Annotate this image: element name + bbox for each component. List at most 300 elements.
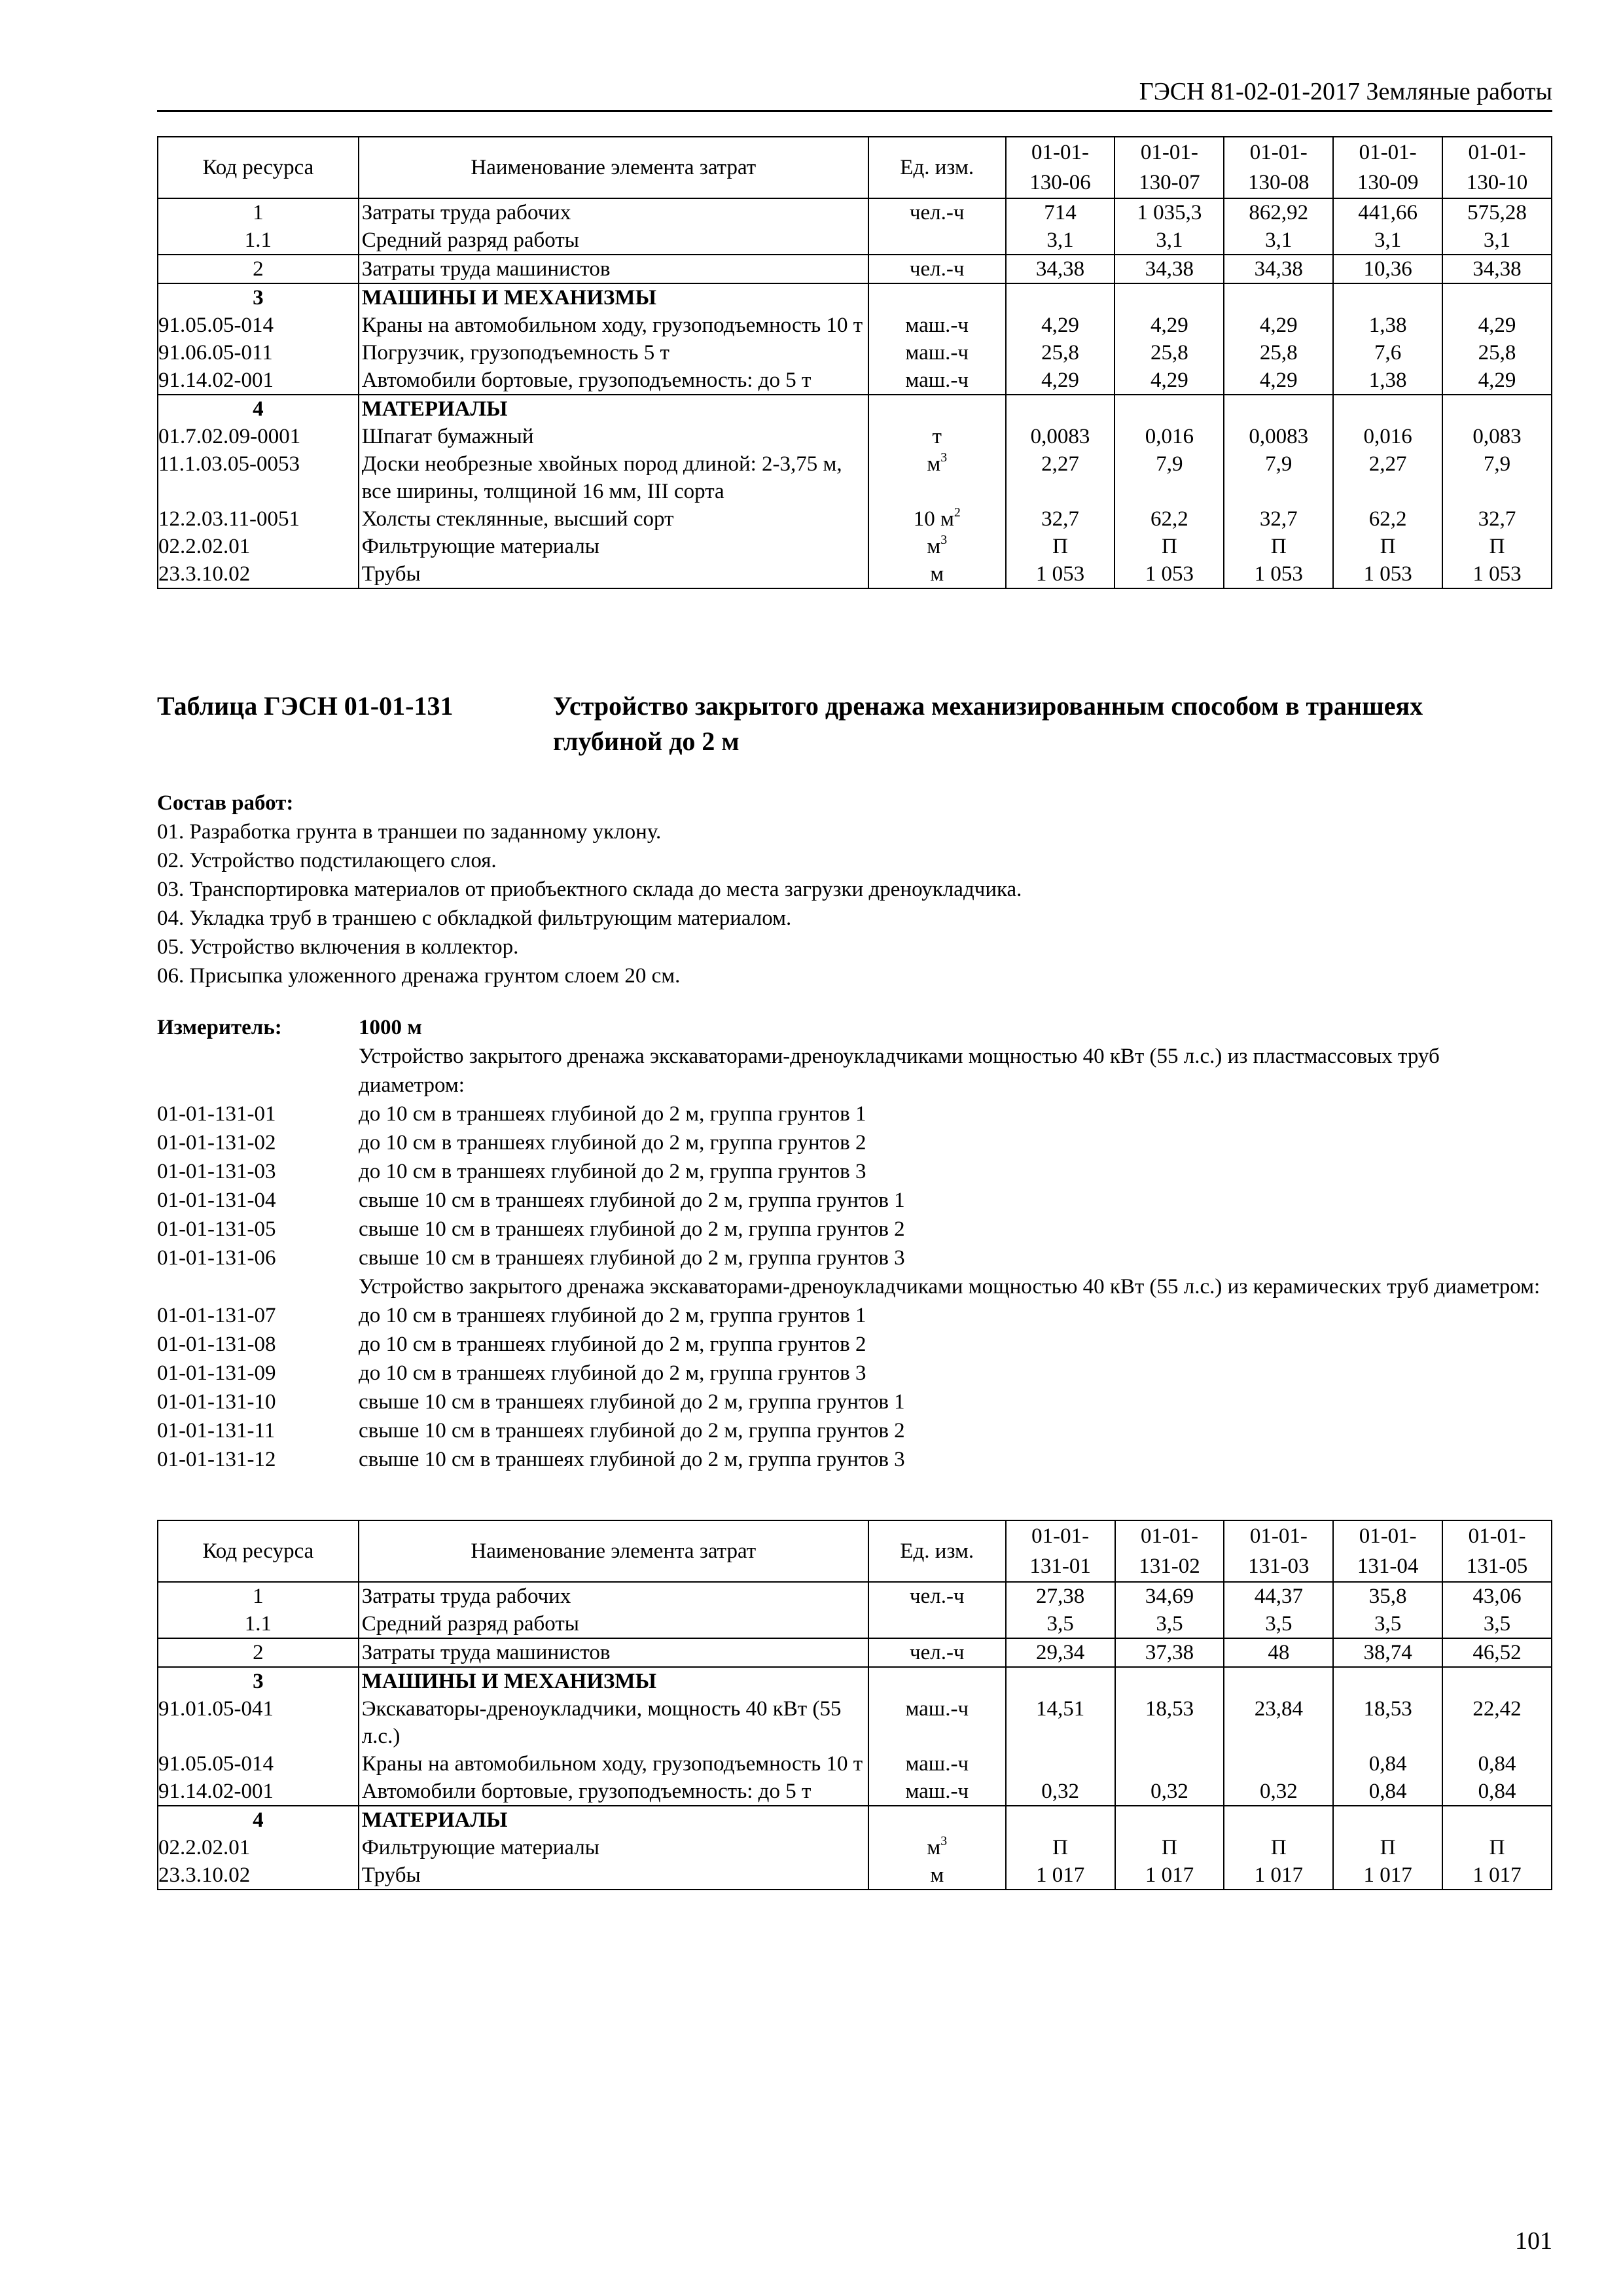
resource-unit [868,450,1006,505]
resource-name: Краны на автомобильном ходу, грузоподъемность 10 т [359,312,868,339]
measure-block [157,1013,1552,1474]
resource-code: 12.2.03.11-0051 [158,505,359,533]
norm-value: 441,66 [1333,198,1442,226]
col-header-text: 130-09 [1357,171,1419,194]
resource-name: Затраты труда машинистов [359,1638,868,1667]
unit-text: м [927,452,941,476]
header-title: ГЭСН 81-02-01-2017 Земляные работы [1139,78,1552,105]
norm-value: 7,9 [1442,450,1552,505]
resource-name: МАШИНЫ И МЕХАНИЗМЫ [359,1667,868,1695]
col-header-norm [1224,1520,1333,1582]
norm-value: 18,53 [1333,1695,1442,1750]
norm-value: 32,7 [1006,505,1115,533]
resource-code: 01.7.02.09-0001 [158,423,359,450]
resource-code: 4 [158,395,359,423]
norm-value [1442,283,1552,312]
norm-value: 23,84 [1224,1695,1333,1750]
unit-text: маш.-ч [905,1697,969,1721]
measure-item-text: свыше 10 см в траншеях глубиной до 2 м, группа грунтов 3 [359,1246,905,1270]
norm-value: 34,38 [1442,255,1552,283]
measure-item-code: 01-01-131-12 [157,1448,276,1471]
col-header-code: Код ресурса [158,137,359,198]
measure-item-text: свыше 10 см в траншеях глубиной до 2 м, группа грунтов 1 [359,1189,905,1212]
norm-value: 1 035,3 [1115,198,1224,226]
col-header-name: Наименование элемента затрат [359,137,868,198]
norm-value: 7,6 [1333,339,1442,367]
unit-text: м [927,1836,941,1859]
norm-value: 34,69 [1115,1582,1224,1610]
table-title-text: Устройство закрытого дренажа механизированным способом в траншеях глубиной до 2 м [553,691,1423,756]
norm-value [1224,1806,1333,1834]
norm-value: 32,7 [1442,505,1552,533]
page-header [157,73,1552,112]
norm-value: 14,51 [1006,1695,1115,1750]
measure-item-text: до 10 см в траншеях глубиной до 2 м, группа грунтов 3 [359,1361,866,1385]
resource-code: 1 [158,1582,359,1610]
resource-code: 23.3.10.02 [158,1861,359,1890]
norm-value: 3,1 [1006,226,1115,255]
resource-name: Погрузчик, грузоподъемность 5 т [359,339,868,367]
resource-code: 1.1 [158,1610,359,1638]
table-row [158,255,1552,283]
norm-value: 25,8 [1224,339,1333,367]
resource-code: 3 [158,1667,359,1695]
unit-text: чел.-ч [909,257,965,281]
col-header-code: Код ресурса [158,1520,359,1582]
col-header-text: 130-10 [1466,171,1528,194]
resource-unit [868,1610,1006,1638]
unit-text: маш.-ч [905,1752,969,1776]
composition-item: 02. Устройство подстилающего слоя. [157,849,497,872]
norm-value [1115,1806,1224,1834]
table-row [158,1806,1552,1834]
norm-value [1224,1667,1333,1695]
resource-unit [868,226,1006,255]
measure-item [157,1301,1552,1330]
resource-unit [868,1861,1006,1890]
resource-name: Холсты стеклянные, высший сорт [359,505,868,533]
resource-unit [868,1695,1006,1750]
resource-unit [868,1750,1006,1778]
col-header-norm [1442,1520,1552,1582]
resource-name: Автомобили бортовые, грузоподъемность: до 5 т [359,367,868,395]
measure-item-text: до 10 см в траншеях глубиной до 2 м, группа грунтов 1 [359,1304,866,1327]
measure-item-code: 01-01-131-10 [157,1390,276,1414]
col-header-text: 131-01 [1029,1554,1091,1578]
norm-value: 3,5 [1224,1610,1333,1638]
table-row [158,1638,1552,1667]
norm-value: 3,1 [1224,226,1333,255]
norm-value: П [1006,533,1115,560]
resource-unit [868,312,1006,339]
norm-value: 1,38 [1333,367,1442,395]
resource-name: Затраты труда рабочих [359,1582,868,1610]
norm-value: 7,9 [1115,450,1224,505]
resource-name: Фильтрующие материалы [359,1834,868,1861]
page-number: 101 [1515,2227,1552,2255]
col-header-text: 01-01- [1140,141,1198,164]
unit-text: м [927,535,941,558]
norm-value: 34,38 [1006,255,1115,283]
unit-text: чел.-ч [909,1585,965,1608]
resource-unit [868,395,1006,423]
norm-value: 37,38 [1115,1638,1224,1667]
measure-item [157,1416,1552,1445]
composition-item: 05. Устройство включения в коллектор. [157,935,519,959]
measure-item-code: 01-01-131-05 [157,1217,276,1241]
resource-unit [868,367,1006,395]
table-row [158,1695,1552,1750]
norm-value: 7,9 [1224,450,1333,505]
resource-code: 91.05.05-014 [158,312,359,339]
resource-code: 02.2.02.01 [158,533,359,560]
norm-value: 3,1 [1115,226,1224,255]
col-header-unit: Ед. изм. [868,1520,1006,1582]
norm-value: 18,53 [1115,1695,1224,1750]
composition-item: 06. Присыпка уложенного дренажа грунтом слоем 20 см. [157,964,681,988]
norm-value: 62,2 [1333,505,1442,533]
unit-text: маш.-ч [905,1780,969,1803]
norm-value: 3,5 [1442,1610,1552,1638]
col-header-norm [1006,1520,1115,1582]
col-header-text: 131-05 [1466,1554,1528,1578]
table-row [158,1750,1552,1778]
norm-value [1115,395,1224,423]
resource-code: 91.14.02-001 [158,367,359,395]
col-header-text: 130-07 [1139,171,1200,194]
norm-value [1115,1667,1224,1695]
measure-item-text: до 10 см в траншеях глубиной до 2 м, группа грунтов 2 [359,1333,866,1356]
norm-value: 34,38 [1224,255,1333,283]
resource-name: МАТЕРИАЛЫ [359,395,868,423]
norm-value: П [1115,1834,1224,1861]
resource-name: Средний разряд работы [359,1610,868,1638]
norm-value: 2,27 [1333,450,1442,505]
composition-item: 01. Разработка грунта в траншеи по заданному уклону. [157,820,662,844]
norm-value: 62,2 [1115,505,1224,533]
measure-item [157,1359,1552,1388]
resource-code: 91.14.02-001 [158,1778,359,1806]
norm-value: 0,84 [1333,1778,1442,1806]
resource-name: Трубы [359,1861,868,1890]
norm-value: 35,8 [1333,1582,1442,1610]
table-row [158,339,1552,367]
resource-unit [868,255,1006,283]
norm-value [1006,283,1115,312]
measure-item [157,1445,1552,1474]
resource-code: 91.05.05-014 [158,1750,359,1778]
unit-superscript: 3 [940,450,948,465]
col-header-text: 01-01- [1249,141,1308,164]
table-row [158,1778,1552,1806]
resource-name: Доски необрезные хвойных пород длиной: 2-3,75 м, все ширины, толщиной 16 мм, III сорта [359,450,868,505]
norm-value: 0,84 [1333,1750,1442,1778]
table-row [158,395,1552,423]
norm-value [1333,1667,1442,1695]
col-header-text: 131-03 [1248,1554,1310,1578]
col-header-text: 131-04 [1357,1554,1419,1578]
unit-superscript: 3 [940,533,948,548]
measure-group-description: Устройство закрытого дренажа экскаваторами-дреноукладчиками мощностью 40 кВт (55 л.с.) из пластмассовых труб диаметром: [359,1045,1440,1097]
measure-item-text: свыше 10 см в траншеях глубиной до 2 м, группа грунтов 3 [359,1448,905,1471]
resource-name: Краны на автомобильном ходу, грузоподъемность 10 т [359,1750,868,1778]
unit-text: чел.-ч [909,1641,965,1664]
norm-value [1333,395,1442,423]
resource-code: 1 [158,198,359,226]
norm-value [1224,395,1333,423]
resource-unit [868,505,1006,533]
resource-unit [868,1638,1006,1667]
norm-value: 1 017 [1333,1861,1442,1890]
unit-text: маш.-ч [905,314,969,337]
norm-value: П [1442,1834,1552,1861]
measure-item-code: 01-01-131-01 [157,1102,276,1126]
norm-value: 0,32 [1006,1778,1115,1806]
norm-value: 3,5 [1333,1610,1442,1638]
norm-value: 0,84 [1442,1750,1552,1778]
norm-value: 1 053 [1442,560,1552,588]
unit-superscript: 2 [954,505,961,520]
norm-value: 1 053 [1224,560,1333,588]
table-row [158,198,1552,226]
resource-unit [868,1806,1006,1834]
resource-unit [868,198,1006,226]
norm-value: 44,37 [1224,1582,1333,1610]
norm-value: 4,29 [1224,312,1333,339]
composition-item: 04. Укладка труб в траншею с обкладкой фильтрующим материалом. [157,906,792,930]
norm-value [1442,1667,1552,1695]
resource-code: 3 [158,283,359,312]
norm-value: 2,27 [1006,450,1115,505]
col-header-text: 01-01- [1359,1524,1417,1548]
measure-item-text: свыше 10 см в траншеях глубиной до 2 м, группа грунтов 2 [359,1217,905,1241]
resource-name: Фильтрующие материалы [359,533,868,560]
norm-value [1333,1806,1442,1834]
norm-value [1442,395,1552,423]
resource-code: 4 [158,1806,359,1834]
resource-name: Автомобили бортовые, грузоподъемность: до 5 т [359,1778,868,1806]
col-header-text: 01-01- [1468,1524,1526,1548]
norm-value: 29,34 [1006,1638,1115,1667]
measure-group-description: Устройство закрытого дренажа экскаваторами-дреноукладчиками мощностью 40 кВт (55 л.с.) из керамических труб диаметром: [359,1275,1541,1299]
resource-name: Затраты труда рабочих [359,198,868,226]
measure-item-code: 01-01-131-07 [157,1304,276,1327]
norm-value: 43,06 [1442,1582,1552,1610]
norm-value: 0,083 [1442,423,1552,450]
col-header-name: Наименование элемента затрат [359,1520,868,1582]
resource-code: 11.1.03.05-0053 [158,450,359,505]
norm-value: 0,0083 [1006,423,1115,450]
norm-value: 3,5 [1006,1610,1115,1638]
measure-item-text: свыше 10 см в траншеях глубиной до 2 м, группа грунтов 1 [359,1390,905,1414]
measure-item [157,1215,1552,1244]
norm-value [1115,1750,1224,1778]
unit-text: м [930,1863,944,1887]
table-row [158,367,1552,395]
unit-text: маш.-ч [905,368,969,392]
unit-text: м [930,562,944,586]
measure-item-text: до 10 см в траншеях глубиной до 2 м, группа грунтов 1 [359,1102,866,1126]
measure-item-code: 01-01-131-03 [157,1160,276,1183]
measure-value: 1000 м [359,1016,422,1039]
norm-value: 4,29 [1006,367,1115,395]
norm-value: 32,7 [1224,505,1333,533]
norm-value: 46,52 [1442,1638,1552,1667]
col-header-norm [1442,137,1552,198]
resource-code: 02.2.02.01 [158,1834,359,1861]
norm-value [1224,283,1333,312]
norm-value: 4,29 [1115,312,1224,339]
norm-value: 862,92 [1224,198,1333,226]
norm-value: 4,29 [1442,312,1552,339]
norm-value: 3,1 [1333,226,1442,255]
norm-value: П [1333,533,1442,560]
resource-unit [868,560,1006,588]
measure-item-code: 01-01-131-06 [157,1246,276,1270]
measure-item-code: 01-01-131-08 [157,1333,276,1356]
measure-item-text: до 10 см в траншеях глубиной до 2 м, группа грунтов 3 [359,1160,866,1183]
norm-value: 714 [1006,198,1115,226]
measure-item-text: свыше 10 см в траншеях глубиной до 2 м, группа грунтов 2 [359,1419,905,1443]
norm-value [1442,1806,1552,1834]
table-row [158,1861,1552,1890]
col-header-text: 01-01- [1031,141,1090,164]
col-header-norm [1333,1520,1442,1582]
table-row [158,423,1552,450]
norm-value: 1,38 [1333,312,1442,339]
resource-code: 23.3.10.02 [158,560,359,588]
col-header-unit: Ед. изм. [868,137,1006,198]
norm-value: 25,8 [1115,339,1224,367]
norm-value: 0,32 [1224,1778,1333,1806]
norm-value: 4,29 [1006,312,1115,339]
measure-item [157,1244,1552,1272]
table-row [158,1667,1552,1695]
norm-value [1115,283,1224,312]
norm-value [1006,395,1115,423]
norm-value: 575,28 [1442,198,1552,226]
resource-table-130 [157,136,1552,589]
resource-unit [868,1582,1006,1610]
norm-value: 38,74 [1333,1638,1442,1667]
measure-item [157,1388,1552,1416]
composition-heading: Состав работ: [157,791,294,815]
norm-value: 1 017 [1442,1861,1552,1890]
unit-text: чел.-ч [909,201,965,224]
norm-value: 1 053 [1006,560,1115,588]
measure-label: Измеритель: [157,1016,282,1039]
table-row [158,533,1552,560]
table-title-label: Таблица ГЭСН 01-01-131 [157,691,454,721]
col-header-text: 01-01- [1140,1524,1198,1548]
table-row [158,283,1552,312]
col-header-text: 01-01- [1249,1524,1308,1548]
table-row [158,505,1552,533]
col-header-norm [1224,137,1333,198]
table-row [158,1834,1552,1861]
measure-item [157,1100,1552,1128]
measure-item-code: 01-01-131-04 [157,1189,276,1212]
col-header-text: 130-06 [1029,171,1091,194]
measure-item [157,1330,1552,1359]
measure-row [157,1013,1552,1042]
resource-code: 91.01.05-041 [158,1695,359,1750]
composition-item: 03. Транспортировка материалов от приобъектного склада до места загрузки дреноукладчика. [157,878,1022,901]
col-header-text: 01-01- [1468,141,1526,164]
norm-value: 1 017 [1224,1861,1333,1890]
resource-name: Затраты труда машинистов [359,255,868,283]
norm-value: П [1115,533,1224,560]
resource-unit [868,1778,1006,1806]
measure-item-code: 01-01-131-09 [157,1361,276,1385]
unit-text: 10 м [913,507,954,531]
resource-name: МАТЕРИАЛЫ [359,1806,868,1834]
norm-value: П [1442,533,1552,560]
resource-code: 2 [158,255,359,283]
col-header-norm [1333,137,1442,198]
measure-item-text: до 10 см в траншеях глубиной до 2 м, группа грунтов 2 [359,1131,866,1155]
resource-code: 91.06.05-011 [158,339,359,367]
col-header-text: 01-01- [1031,1524,1090,1548]
table-header-row [158,137,1552,198]
measure-item [157,1157,1552,1186]
unit-text: маш.-ч [905,341,969,365]
col-header-norm [1115,137,1224,198]
table-row [158,226,1552,255]
resource-table-131 [157,1520,1552,1890]
resource-unit [868,339,1006,367]
measure-item-code: 01-01-131-11 [157,1419,276,1443]
table-row [158,1610,1552,1638]
norm-value: 1 053 [1115,560,1224,588]
norm-value: 4,29 [1442,367,1552,395]
norm-value: 34,38 [1115,255,1224,283]
norm-value: 0,016 [1115,423,1224,450]
resource-name: Средний разряд работы [359,226,868,255]
table-header-row [158,1520,1552,1582]
norm-value: 1 017 [1115,1861,1224,1890]
norm-value: 0,016 [1333,423,1442,450]
norm-value: 3,5 [1115,1610,1224,1638]
resource-unit [868,533,1006,560]
norm-value: 1 053 [1333,560,1442,588]
resource-code: 2 [158,1638,359,1667]
resource-unit [868,423,1006,450]
norm-value: П [1333,1834,1442,1861]
resource-unit [868,1834,1006,1861]
resource-code: 1.1 [158,226,359,255]
resource-unit [868,1667,1006,1695]
table-row [158,1582,1552,1610]
norm-value: 0,0083 [1224,423,1333,450]
norm-value [1006,1667,1115,1695]
col-header-text: 130-08 [1248,171,1310,194]
norm-value: 10,36 [1333,255,1442,283]
norm-value: П [1224,533,1333,560]
resource-name: МАШИНЫ И МЕХАНИЗМЫ [359,283,868,312]
norm-value: 48 [1224,1638,1333,1667]
resource-name: Трубы [359,560,868,588]
norm-value: 22,42 [1442,1695,1552,1750]
norm-value: 25,8 [1442,339,1552,367]
resource-name: Шпагат бумажный [359,423,868,450]
unit-superscript: 3 [940,1834,948,1849]
norm-value: 27,38 [1006,1582,1115,1610]
norm-value: 1 017 [1006,1861,1115,1890]
norm-value: 4,29 [1224,367,1333,395]
work-composition [157,789,1552,990]
col-header-text: 01-01- [1359,141,1417,164]
